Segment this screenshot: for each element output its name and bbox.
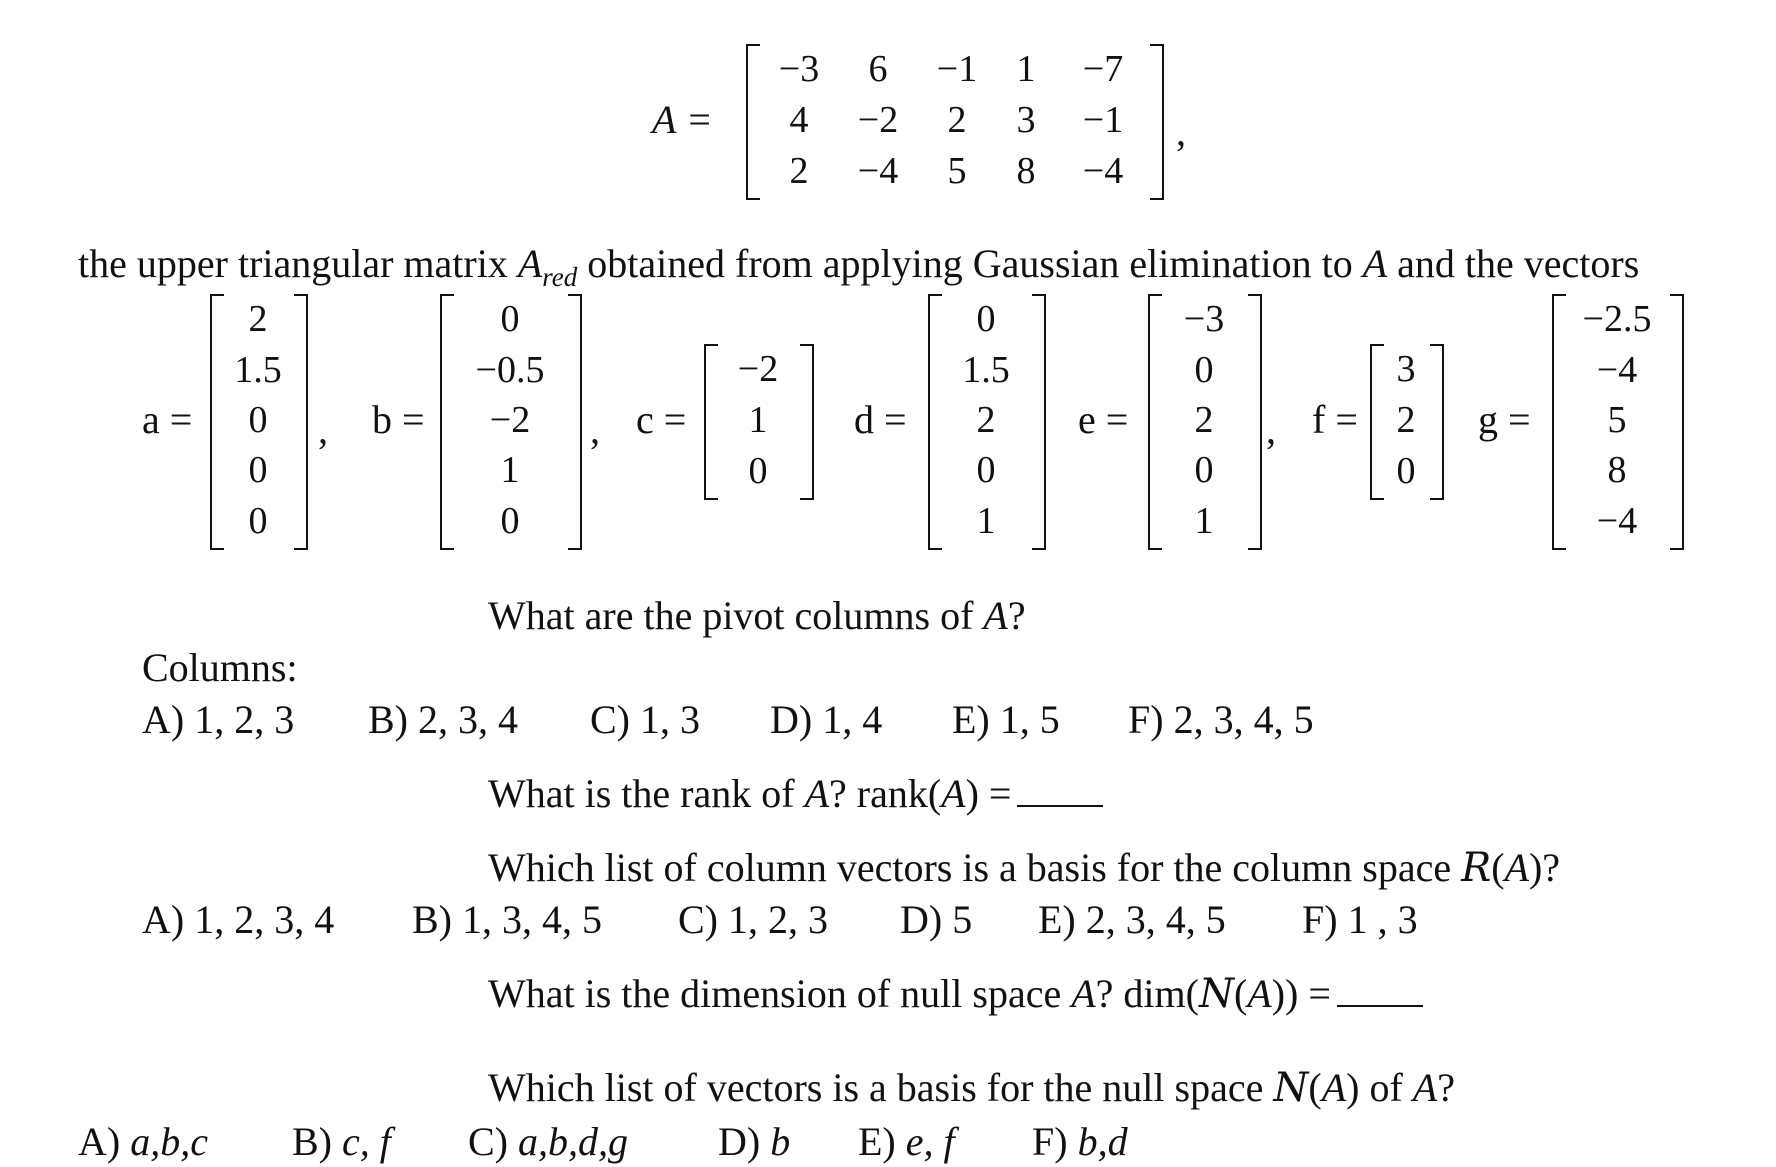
vector-g: [1564, 294, 1670, 546]
pivot-option-d[interactable]: D) 1, 4: [770, 697, 883, 742]
matrix-a-entry: 6: [868, 48, 888, 91]
vector-separator: ,: [590, 407, 600, 452]
colspace-option-c[interactable]: C) 1, 2, 3: [678, 897, 828, 942]
vector-e: [1160, 294, 1248, 546]
matrix-a-entry: −1: [936, 48, 978, 91]
vector-entry: 8: [1607, 449, 1627, 492]
vector-entry: −3: [1183, 298, 1225, 341]
vector-entry: 2: [248, 298, 268, 341]
vector-d-right-bracket: [1032, 294, 1046, 550]
matrix-a-entry: −1: [1082, 98, 1124, 141]
colspace-option-e[interactable]: E) 2, 3, 4, 5: [1038, 897, 1226, 942]
nullspace-option-d[interactable]: D) b: [718, 1119, 791, 1164]
matrix-a-entry: −2: [857, 98, 899, 141]
vector-entry: −2: [489, 398, 531, 441]
rank-answer-blank[interactable]: [1017, 775, 1103, 807]
matrix-a-entry: 2: [947, 98, 967, 141]
vector-a-label: a =: [142, 397, 193, 442]
columns-label: Columns:: [142, 645, 298, 690]
vector-entry: 5: [1607, 398, 1627, 441]
question-rank: What is the rank of A? rank(A) =: [488, 774, 1103, 814]
question-null-space-basis: Which list of vectors is a basis for the null space N(A) of A?: [488, 1065, 1455, 1111]
vector-c-label: c =: [636, 397, 687, 442]
vector-e-label: e =: [1078, 397, 1129, 442]
nullspace-option-e[interactable]: E) e, f: [858, 1119, 955, 1164]
matrix-a-entry: 2: [789, 149, 809, 192]
vector-entry: 1: [976, 499, 996, 542]
pivot-option-f[interactable]: F) 2, 3, 4, 5: [1128, 697, 1314, 742]
matrix-a-entry: −4: [857, 149, 899, 192]
question-column-space: Which list of column vectors is a basis for the column space R(A)?: [488, 845, 1561, 891]
vector-entry: 0: [500, 298, 520, 341]
pivot-option-e[interactable]: E) 1, 5: [952, 697, 1060, 742]
vector-entry: 2: [976, 398, 996, 441]
matrix-a-entry: −4: [1082, 149, 1124, 192]
vector-entry: 1: [1194, 499, 1214, 542]
matrix-a-left-bracket: [746, 44, 760, 200]
vector-g-label: g =: [1478, 397, 1531, 442]
vector-d: [940, 294, 1032, 546]
matrix-a-right-bracket: [1150, 44, 1164, 200]
vector-entry: 0: [976, 298, 996, 341]
vector-entry: 0: [1396, 449, 1416, 492]
vector-g-right-bracket: [1670, 294, 1684, 550]
vector-entry: 1: [500, 449, 520, 492]
vector-separator: ,: [1266, 407, 1276, 452]
matrix-a-comma: ,: [1176, 109, 1186, 154]
vector-entry: 0: [1194, 449, 1214, 492]
vector-entry: 0: [248, 499, 268, 542]
question-pivot-columns: What are the pivot columns of A?: [488, 593, 1026, 638]
vector-entry: 1.5: [962, 348, 1010, 391]
vector-entry: 1.5: [234, 348, 282, 391]
nullspace-option-c[interactable]: C) a,b,d,g: [468, 1119, 628, 1164]
matrix-a-entry: 5: [947, 149, 967, 192]
colspace-option-b[interactable]: B) 1, 3, 4, 5: [412, 897, 602, 942]
nullspace-option-f[interactable]: F) b,d: [1032, 1119, 1128, 1164]
vector-f: [1382, 344, 1430, 496]
pivot-columns-options: [142, 697, 1342, 744]
vector-a-right-bracket: [294, 294, 308, 550]
vector-b: [452, 294, 568, 546]
pivot-option-b[interactable]: B) 2, 3, 4: [368, 697, 518, 742]
nullspace-option-b[interactable]: B) c, f: [292, 1119, 391, 1164]
pivot-option-c[interactable]: C) 1, 3: [590, 697, 700, 742]
matrix-a-label: A =: [652, 97, 713, 142]
question-null-space-dimension: What is the dimension of null space A? dim(N(A)) =: [488, 974, 1423, 1014]
vector-c: [716, 344, 800, 496]
intro-text: the upper triangular matrix $A_{red}$ obtained from applying Gaussian elimination to A and the vectors: [78, 241, 1640, 292]
vector-entry: −4: [1596, 499, 1638, 542]
column-space-options: [142, 897, 1442, 944]
null-space-options: [78, 1119, 1278, 1166]
vector-separator: ,: [318, 407, 328, 452]
vector-b-right-bracket: [568, 294, 582, 550]
vector-entry: −2: [737, 348, 779, 391]
matrix-a: [760, 44, 1150, 196]
vector-entry: −4: [1596, 348, 1638, 391]
vector-entry: −2.5: [1582, 298, 1652, 341]
colspace-option-f[interactable]: F) 1 , 3: [1302, 897, 1418, 942]
vector-f-right-bracket: [1430, 344, 1444, 500]
vector-entry: 0: [248, 449, 268, 492]
colspace-option-a[interactable]: A) 1, 2, 3, 4: [142, 897, 335, 942]
vector-b-label: b =: [372, 397, 425, 442]
nullity-answer-blank[interactable]: [1337, 975, 1423, 1007]
vector-entry: 1: [748, 398, 768, 441]
vector-c-right-bracket: [800, 344, 814, 500]
matrix-a-entry: 8: [1016, 149, 1036, 192]
vector-e-right-bracket: [1248, 294, 1262, 550]
vector-entry: −0.5: [475, 348, 545, 391]
vector-entry: 2: [1194, 398, 1214, 441]
matrix-a-entry: 4: [789, 98, 809, 141]
nullspace-option-a[interactable]: A) a,b,c: [78, 1119, 208, 1164]
vector-entry: 3: [1396, 348, 1416, 391]
vector-entry: 0: [1194, 348, 1214, 391]
pivot-option-a[interactable]: A) 1, 2, 3: [142, 697, 295, 742]
colspace-option-d[interactable]: D) 5: [900, 897, 973, 942]
vector-entry: 2: [1396, 398, 1416, 441]
matrix-a-entry: 3: [1016, 98, 1036, 141]
vector-entry: 0: [976, 449, 996, 492]
vector-entry: 0: [748, 449, 768, 492]
matrix-a-entry: −3: [778, 48, 820, 91]
vector-d-label: d =: [854, 397, 907, 442]
matrix-a-entry: 1: [1016, 48, 1036, 91]
vector-f-label: f =: [1312, 397, 1358, 442]
vector-entry: 0: [248, 398, 268, 441]
vector-entry: 0: [500, 499, 520, 542]
matrix-a-entry: −7: [1082, 48, 1124, 91]
vector-a: [222, 294, 294, 546]
